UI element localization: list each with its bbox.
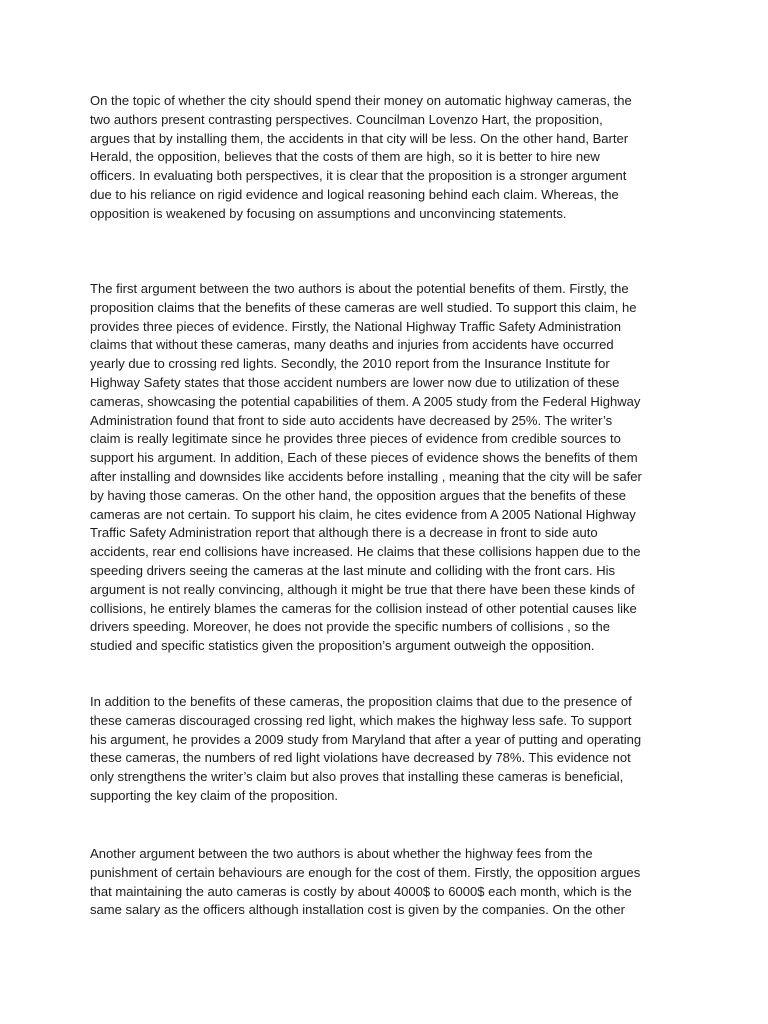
paragraph-introduction: On the topic of whether the city should spend their money on automatic highway cameras, the two authors present contrasting perspectives. Councilman Lovenzo Hart, the proposition, argues that by installing them, the accidents in that city will be less. On the other hand, Barter Herald, the opposition, believes that the costs of them are high, so it is better to hire new officers. In evaluating both perspectives, it is clear that the proposition is a stronger argument due to his reliance on rigid evidence and logical reasoning behind each claim. Whereas, the opposition is weakened by focusing on assumptions and unconvincing statements.: [90, 93, 632, 221]
paragraph-cost-argument: Another argument between the two authors is about whether the highway fees from the punishment of certain behaviours are enough for the cost of them. Firstly, the opposition argues that maintaining the auto cameras is costly by about 4000$ to 6000$ each month, which is the same salary as the officers although installation cost is given by the companies. On the other: [90, 846, 641, 918]
paragraph-benefits-argument: The first argument between the two authors is about the potential benefits of them. Firstly, the proposition claims that the benefits of these cameras are well studied. To support this claim, he provides three pieces of evidence. Firstly, the National Highway Traffic Safety Administration claims that without these cameras, many deaths and injuries from accidents have occurred yearly due to crossing red lights. Secondly, the 2010 report from the Insurance Institute for Highway Safety states that those accident numbers are lower now due to utilization of these cameras, showcasing the potential capabilities of them. A 2005 study from the Federal Highway Administration found that front to side auto accidents have decreased by 25%. The writer’s claim is really legitimate since he provides three pieces of evidence from credible sources to support his argument. In addition, Each of these pieces of evidence shows the benefits of them after installing and downsides like accidents before installing , meaning that the city will be safer by having those cameras. On the other hand, the opposition argues that the benefits of these cameras are not certain. To support his claim, he cites evidence from A 2005 National Highway Traffic Safety Administration report that although there is a decrease in front to side auto accidents, rear end collisions have increased. He claims that these collisions happen due to the speeding drivers seeing the cameras at the last minute and colliding with the front cars. His argument is not really convincing, although it might be true that there have been these kinds of collisions, he entirely blames the cameras for the collision instead of other potential causes like drivers speeding. Moreover, he does not provide the specific numbers of collisions , so the studied and specific statistics given the proposition’s argument outweigh the opposition.: [90, 281, 642, 654]
paragraph-red-light-argument: In addition to the benefits of these cameras, the proposition claims that due to the presence of these cameras discouraged crossing red light, which makes the highway less safe. To support his argument, he provides a 2009 study from Maryland that after a year of putting and operating these cameras, the numbers of red light violations have decreased by 78%. This evidence not only strengthens the writer’s claim but also proves that installing these cameras is beneficial, supporting the key claim of the proposition.: [90, 694, 642, 803]
